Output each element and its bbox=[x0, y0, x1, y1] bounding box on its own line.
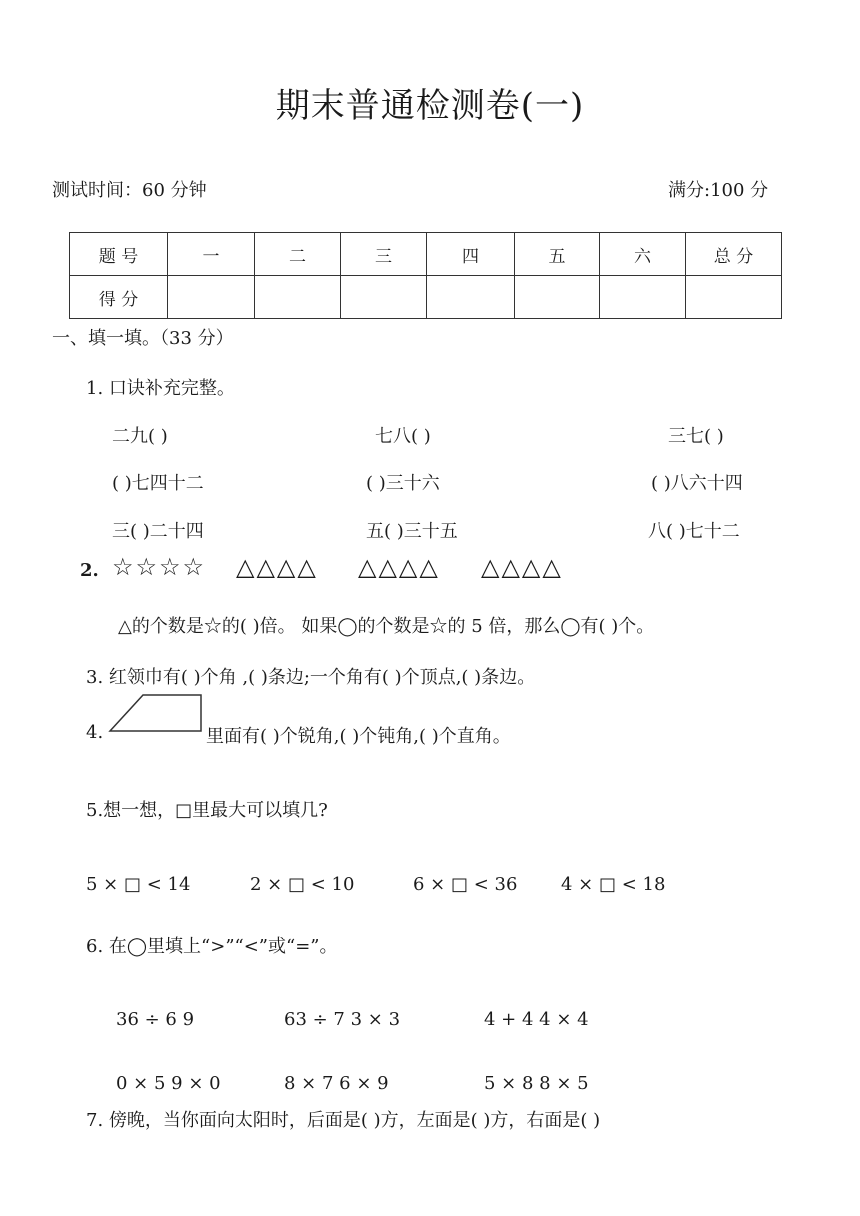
q1-item: 五( )三十五 bbox=[366, 521, 458, 542]
question-3-text: 3. 红领巾有( )个角 ,( )条边;一个角有( )个顶点,( )条边。 bbox=[86, 667, 536, 688]
table-cell: 题 号 bbox=[70, 233, 168, 276]
q1-item: ( )八六十四 bbox=[651, 473, 743, 494]
triangle-icons: △△△△ bbox=[358, 553, 440, 581]
q6-comparison: 4 + 4 4 × 4 bbox=[484, 1009, 589, 1030]
test-time: 测试时间：60 分钟 bbox=[52, 180, 207, 201]
q6-comparison: 36 ÷ 6 9 bbox=[116, 1009, 195, 1030]
q6-comparison: 63 ÷ 7 3 × 3 bbox=[284, 1009, 401, 1030]
score-cell[interactable] bbox=[515, 276, 600, 319]
q1-item: 三( )二十四 bbox=[112, 521, 204, 542]
triangle-icons: △△△△ bbox=[236, 553, 318, 581]
section-heading: 一、填一填。（33 分） bbox=[52, 328, 234, 349]
q1-item: 七八( ) bbox=[375, 426, 431, 447]
question-1-label: 1. 口诀补充完整。 bbox=[86, 378, 235, 399]
question-5-label: 5.想一想，□里最大可以填几? bbox=[86, 800, 328, 821]
table-cell: 四 bbox=[427, 233, 515, 276]
triangle-icons: △△△△ bbox=[481, 553, 563, 581]
table-cell: 六 bbox=[600, 233, 686, 276]
table-cell: 得 分 bbox=[70, 276, 168, 319]
score-cell[interactable] bbox=[686, 276, 782, 319]
q6-comparison: 8 × 7 6 × 9 bbox=[284, 1073, 389, 1094]
trapezoid-shape bbox=[108, 693, 204, 735]
question-6-label: 6. 在◯里填上“>”“<”或“=”。 bbox=[86, 936, 338, 957]
star-icons: ☆☆☆☆ bbox=[112, 553, 207, 581]
score-cell[interactable] bbox=[600, 276, 686, 319]
table-cell: 总 分 bbox=[686, 233, 782, 276]
q5-inequality: 2 × □ < 10 bbox=[250, 874, 355, 895]
table-cell: 五 bbox=[515, 233, 600, 276]
q1-item: 三七( ) bbox=[668, 426, 724, 447]
q6-comparison: 5 × 8 8 × 5 bbox=[484, 1073, 589, 1094]
table-cell: 二 bbox=[255, 233, 341, 276]
q1-item: ( )七四十二 bbox=[112, 473, 204, 494]
score-cell[interactable] bbox=[341, 276, 427, 319]
q5-inequality: 6 × □ < 36 bbox=[413, 874, 518, 895]
question-7-text: 7. 傍晚，当你面向太阳时，后面是( )方，左面是( )方，右面是( ) bbox=[86, 1110, 601, 1131]
table-cell: 一 bbox=[168, 233, 255, 276]
table-row bbox=[70, 233, 782, 276]
score-cell[interactable] bbox=[427, 276, 515, 319]
table-cell: 三 bbox=[341, 233, 427, 276]
q1-item: 二九( ) bbox=[112, 426, 168, 447]
question-4-number: 4. bbox=[86, 722, 104, 743]
question-2-number: 2. bbox=[80, 560, 99, 581]
page-title: 期末普通检测卷(一) bbox=[275, 86, 585, 126]
table-row bbox=[70, 276, 782, 319]
score-cell[interactable] bbox=[255, 276, 341, 319]
question-4-text: 里面有( )个锐角,( )个钝角,( )个直角。 bbox=[206, 726, 511, 747]
q6-comparison: 0 × 5 9 × 0 bbox=[116, 1073, 221, 1094]
q5-inequality: 4 × □ < 18 bbox=[561, 874, 666, 895]
question-2-text: △的个数是☆的( )倍。 如果◯的个数是☆的 5 倍，那么◯有( )个。 bbox=[118, 616, 655, 637]
score-cell[interactable] bbox=[168, 276, 255, 319]
score-table bbox=[69, 232, 782, 319]
q5-inequality: 5 × □ < 14 bbox=[86, 874, 191, 895]
q1-item: ( )三十六 bbox=[366, 473, 440, 494]
full-score: 满分:100 分 bbox=[668, 180, 769, 201]
q1-item: 八( )七十二 bbox=[648, 521, 740, 542]
